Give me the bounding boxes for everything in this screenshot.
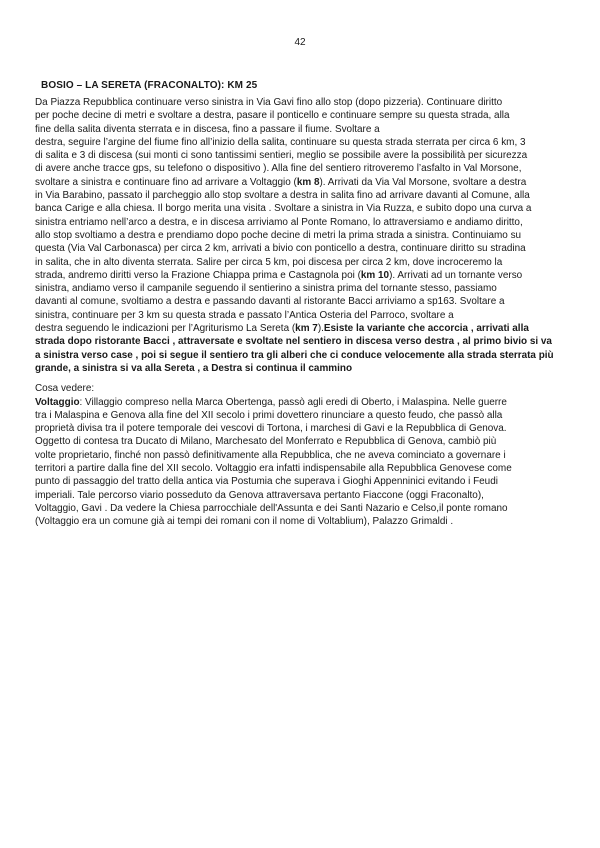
bold-text: strada dopo ristorante Bacci , attraversate e svoltate nel sentiero in discesa verso destra , al primo bivio si va xyxy=(35,336,552,348)
route-paragraph xyxy=(35,96,571,375)
voltaggio-line xyxy=(35,422,571,435)
route-line xyxy=(35,202,571,215)
route-line xyxy=(35,309,571,322)
text-run: sinistra, andiamo verso il campanile seguendo il sentierino a sinistra prima del tornante stesso, passiamo xyxy=(35,283,497,295)
text-run: fine della salita diventa sterrata e in discesa, fino a passare il fiume. Svoltare a xyxy=(35,123,380,135)
voltaggio-line xyxy=(35,396,571,409)
bold-text: Voltaggio xyxy=(35,396,80,408)
voltaggio-line xyxy=(35,449,571,462)
voltaggio-paragraph xyxy=(35,396,571,529)
text-run: ). xyxy=(317,323,324,335)
route-line xyxy=(35,349,571,362)
text-run: banca Carige e alla chiesa. Il borgo merita una visita . Svoltare a sinistra in Via Ruzza, e subito dopo una curva a xyxy=(35,203,532,215)
route-line xyxy=(35,295,571,308)
text-run: in salita, che in alto diventa sterrata. Salire per circa 5 km, poi discesa per circa 2 km, dove incroceremo la xyxy=(35,256,503,268)
voltaggio-line xyxy=(35,502,571,515)
route-line xyxy=(35,176,571,189)
voltaggio-line xyxy=(35,462,571,475)
text-run: in Via Barabino, passato il parcheggio allo stop svoltare a destra in salita fino ad arrivare davanti al Comune, alla xyxy=(35,190,530,202)
route-line xyxy=(35,256,571,269)
voltaggio-line xyxy=(35,409,571,422)
voltaggio-line xyxy=(35,489,571,502)
bold-text: grande, a sinistra si va alla Sereta , a Destra si continua il cammino xyxy=(35,362,353,374)
text-run: ). Arrivati ad un tornante verso xyxy=(389,269,523,281)
text-run: destra, seguire l’argine del fiume fino all’inizio della salita, continuare su questa strada sterrata per circa 6 km, 3 xyxy=(35,136,526,148)
text-run: allo stop svoltiamo a destra e prendiamo dopo poche decine di metri la prima strada a sinistra. Continuiamo su xyxy=(35,229,522,241)
text-run: destra seguendo le indicazioni per l’Agriturismo La Sereta ( xyxy=(35,323,296,335)
text-run: questa (Via Val Carbonasca) per circa 2 km, arrivati a bivio con ponticello a destra, continuare diritto su stradina xyxy=(35,243,526,255)
route-line xyxy=(35,242,571,255)
route-line xyxy=(35,136,571,149)
route-line xyxy=(35,229,571,242)
route-line xyxy=(35,96,571,109)
text-run: sinistra, continuare per 3 km su questa strada e passato l’Antica Osteria del Parroco, svoltare a xyxy=(35,309,454,321)
text-run: imperiali. Tale percorso viario posseduto da Genova attraversava pertanto Fiaccone (oggi Fraconalto), xyxy=(35,489,484,501)
route-line xyxy=(35,162,571,175)
route-line xyxy=(35,109,571,122)
page-number: 42 xyxy=(294,37,306,48)
bold-text: km 7 xyxy=(295,323,318,335)
route-line xyxy=(35,362,571,375)
text-run: di avere anche tracce gps, su telefono o dispositivo ). Alla fine del sentiero ritroveremo l’asfalto in Val Morsone, xyxy=(35,163,522,175)
bold-text: a sinistra verso case , poi si segue il sentiero tra gli alberi che ci conduce velocemente alla strada sterrata più xyxy=(35,349,554,361)
route-line xyxy=(35,149,571,162)
text-run: strada, andremo diritti verso la Frazione Chiappa prima e Castagnola poi ( xyxy=(35,269,361,281)
text-run: Da Piazza Repubblica continuare verso sinistra in Via Gavi fino allo stop (dopo pizzeria). Continuare diritto xyxy=(35,97,503,108)
text-run: davanti al comune, svoltiamo a destra e passando davanti al ristorante Bacci arriviamo a sp163. Svoltare a xyxy=(35,296,505,308)
bold-text: km 8 xyxy=(296,176,320,188)
route-line xyxy=(35,335,571,348)
text-run: : Villaggio compreso nella Marca Obertenga, passò agli eredi di Oberto, i Malaspina. Nelle guerre xyxy=(79,396,507,408)
text-run: svoltare a sinistra e continuare fino ad arrivare a Voltaggio ( xyxy=(35,176,297,188)
route-line xyxy=(35,269,571,282)
route-line xyxy=(35,282,571,295)
text-run: Oggetto di contesa tra Ducato di Milano, Marchesato del Monferrato e Repubblica di Genova, cambiò più xyxy=(35,436,497,448)
text-run: volte proprietario, finché non passò definitivamente alla Repubblica, che ne aveva cominciato a governare i xyxy=(35,449,506,461)
text-run: ). Arrivati da Via Val Morsone, svoltare a destra xyxy=(319,176,527,188)
route-line xyxy=(35,322,571,335)
cosa-vedere-heading: Cosa vedere: xyxy=(35,383,95,395)
text-run: sinistra entriamo nell’arco a destra, e in discesa arriviamo al Ponte Romano, lo attraversiamo e andiamo diritto, xyxy=(35,216,523,228)
route-line xyxy=(35,189,571,202)
route-line xyxy=(35,216,571,229)
text-run: tra i Malaspina e Genova alla fine del XII secolo i primi dovettero rinunciare a questo feudo, che passò alla xyxy=(35,409,503,421)
bold-text: km 10 xyxy=(360,269,390,281)
section-title: BOSIO – LA SERETA (FRACONALTO): KM 25 xyxy=(41,80,258,91)
document-body xyxy=(35,96,571,529)
text-run: territori a partire dalla fine del XII secolo. Voltaggio era infatti indispensabile alla Repubblica Genovese come xyxy=(35,463,512,475)
voltaggio-line xyxy=(35,515,571,528)
bold-text: Esiste la variante che accorcia , arrivati alla xyxy=(323,323,529,335)
text-run: di salita e 3 di discesa (sui monti ci sono tantissimi sentieri, meglio se possibile avere la possibilità per sicurezza xyxy=(35,150,528,162)
text-run: punto di passaggio del tratto della antica via Postumia che superava i Gioghi Appenninici evitando i Feudi xyxy=(35,476,498,488)
route-line xyxy=(35,123,571,136)
text-run: Voltaggio, Gavi . Da vedere la Chiesa parrocchiale dell'Assunta e dei Santi Nazario e Celso,il ponte romano xyxy=(35,502,508,514)
voltaggio-line xyxy=(35,435,571,448)
text-run: (Voltaggio era un comune già ai tempi dei romani con il nome di Voltablium), Palazzo Grimaldi . xyxy=(35,516,454,528)
voltaggio-line xyxy=(35,475,571,488)
text-run: proprietà divisa tra il potere temporale dei vescovi di Tortona, i marchesi di Gavi e la Repubblica di Genova. xyxy=(35,423,507,435)
text-run: per poche decine di metri e svoltare a destra, pasare il ponticello e continuare sempre su questa strada, alla xyxy=(35,110,510,122)
